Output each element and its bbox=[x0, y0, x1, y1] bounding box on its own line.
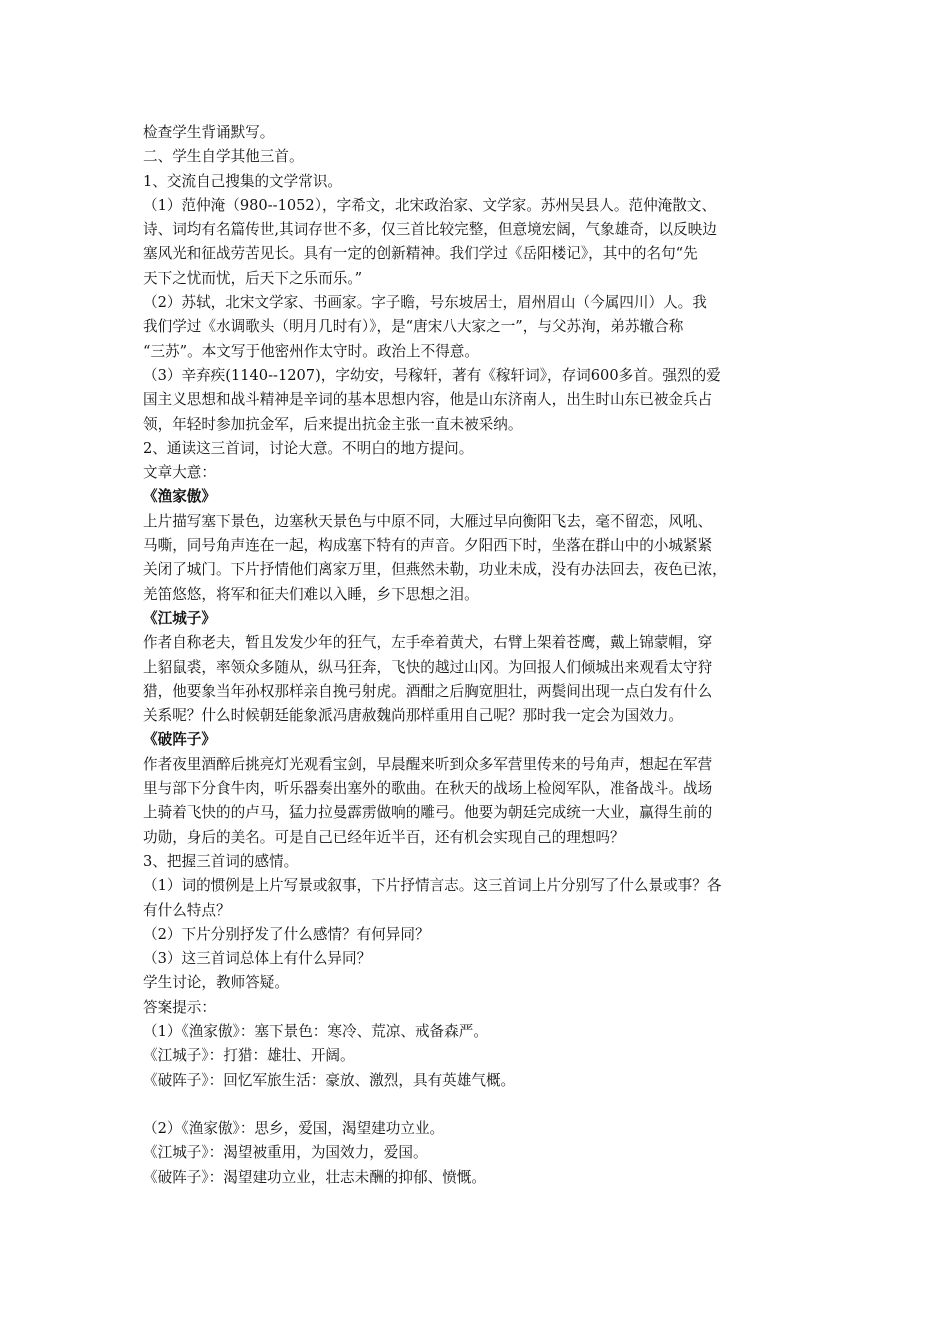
poem-title: 《破阵子》 bbox=[143, 731, 216, 749]
text-line: 天下之忧而忧，后天下之乐而乐。” bbox=[143, 269, 363, 287]
text-line: 关系呢？什么时候朝廷能象派冯唐赦魏尚那样重用自己呢？那时我一定会为国效力。 bbox=[143, 707, 683, 725]
text-line: 里与部下分食牛肉，听乐器奏出塞外的歌曲。在秋天的战场上检阅军队，准备战斗。战场 bbox=[143, 780, 713, 798]
text-line: （2）下片分别抒发了什么感情？有何异同？ bbox=[143, 925, 430, 943]
section-heading: 二、学生自学其他三首。 bbox=[143, 148, 304, 166]
text-line: 《江城子》：渴望被重用，为国效力，爱国。 bbox=[143, 1144, 428, 1162]
text-line: 上骑着飞快的的卢马，猛力拉曼霹雳做响的雕弓。他要为朝廷完成统一大业，赢得生前的 bbox=[143, 804, 713, 822]
text-line: 关闭了城门。下片抒情他们离家万里，但燕然未勒，功业未成，没有办法回去，夜色已浓， bbox=[143, 561, 727, 579]
subsection-heading: 1、交流自己搜集的文学常识。 bbox=[143, 172, 343, 190]
text-line: 上片描写塞下景色，边塞秋天景色与中原不同，大雁过早向衡阳飞去，毫不留恋，风吼、 bbox=[143, 512, 713, 530]
text-line: 猎，他要象当年孙权那样亲自挽弓射虎。酒酣之后胸宽胆壮，两鬓间出现一点白发有什么 bbox=[143, 682, 713, 700]
document-body bbox=[143, 121, 823, 1190]
text-line: 答案提示： bbox=[143, 998, 216, 1016]
text-line: 《破阵子》：回忆军旅生活：豪放、激烈，具有英雄气概。 bbox=[143, 1071, 516, 1089]
text-line: （2）苏轼，北宋文学家、书画家。字子瞻，号东坡居士，眉州眉山（今属四川）人。我 bbox=[143, 294, 707, 312]
text-line: （3）辛弃疾(1140--1207)，字幼安，号稼轩，著有《稼轩词》，存词600多首。强烈的爱 bbox=[143, 366, 721, 384]
text-line: 学生讨论，教师答疑。 bbox=[143, 974, 289, 992]
text-line: 国主义思想和战斗精神是辛词的基本思想内容，他是山东济南人，出生时山东已被金兵占 bbox=[143, 391, 713, 409]
text-line: 作者夜里酒醉后挑亮灯光观看宝剑，早晨醒来听到众多军营里传来的号角声，想起在军营 bbox=[143, 755, 713, 773]
subsection-heading: 2、通读这三首词，讨论大意。不明白的地方提问。 bbox=[143, 439, 474, 457]
text-line: 有什么特点？ bbox=[143, 901, 231, 919]
text-line: 羌笛悠悠，将军和征夫们难以入睡，乡下思想之泪。 bbox=[143, 585, 479, 603]
text-line: 马嘶，同号角声连在一起，构成塞下特有的声音。夕阳西下时，坐落在群山中的小城紧紧 bbox=[143, 537, 713, 555]
text-line: （3）这三首词总体上有什么异同？ bbox=[143, 950, 372, 968]
blank-line bbox=[143, 1093, 823, 1117]
poem-title: 《渔家傲》 bbox=[143, 488, 216, 506]
text-line: 《破阵子》：渴望建功立业，壮志未酬的抑郁、愤慨。 bbox=[143, 1168, 486, 1186]
text-line: （1）范仲淹（980--1052），字希文，北宋政治家、文学家。苏州吴县人。范仲淹散文、 bbox=[143, 196, 717, 214]
text-line: 文章大意： bbox=[143, 464, 216, 482]
text-line: 作者自称老夫，暂且发发少年的狂气，左手牵着黄犬，右臂上架着苍鹰，戴上锦蒙帽，穿 bbox=[143, 634, 713, 652]
text-line: （2）《渔家傲》：思乡，爱国，渴望建功立业。 bbox=[143, 1120, 445, 1138]
text-line: 检查学生背诵默写。 bbox=[143, 124, 275, 141]
poem-title: 《江城子》 bbox=[143, 609, 216, 627]
text-line: （1）词的惯例是上片写景或叙事，下片抒情言志。这三首词上片分别写了什么景或事？各 bbox=[143, 877, 722, 895]
text-line: 功勋，身后的美名。可是自己已经年近半百，还有机会实现自己的理想吗？ bbox=[143, 828, 625, 846]
text-line: 我们学过《水调歌头（明月几时有）》，是“唐宋八大家之一”，与父苏洵，弟苏辙合称 bbox=[143, 318, 684, 336]
text-line: 诗、词均有名篇传世,其词存世不多，仅三首比较完整，但意境宏阔，气象雄奇，以反映边 bbox=[143, 221, 717, 239]
text-line: 《江城子》：打猎：雄壮、开阔。 bbox=[143, 1047, 355, 1065]
text-line: 上貂鼠裘，率领众多随从，纵马狂奔，飞快的越过山冈。为回报人们倾城出来观看太守狩 bbox=[143, 658, 713, 676]
text-line: 塞风光和征战劳苦见长。具有一定的创新精神。我们学过《岳阳楼记》，其中的名句“先 bbox=[143, 245, 698, 263]
text-line: （1）《渔家傲》：塞下景色：寒冷、荒凉、戒备森严。 bbox=[143, 1022, 488, 1040]
text-line: “三苏”。本文写于他密州作太守时。政治上不得意。 bbox=[143, 342, 479, 360]
text-line: 领，年轻时参加抗金军，后来提出抗金主张一直未被采纳。 bbox=[143, 415, 523, 433]
subsection-heading: 3、把握三首词的感情。 bbox=[143, 852, 299, 870]
